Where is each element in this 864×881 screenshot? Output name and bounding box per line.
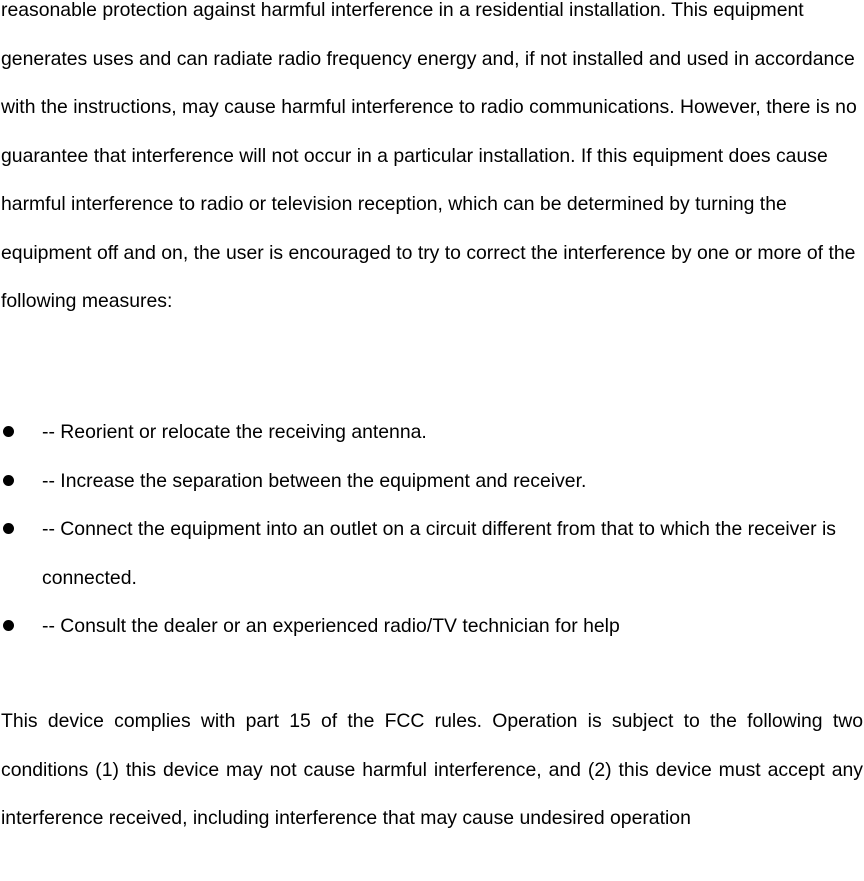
bullet-icon xyxy=(3,475,14,486)
measures-list xyxy=(0,408,864,651)
bullet-icon xyxy=(3,620,14,631)
bullet-icon xyxy=(3,523,14,534)
bullet-icon xyxy=(3,426,14,437)
measure-text: -- Increase the separation between the equipment and receiver. xyxy=(42,469,587,492)
list-item xyxy=(0,505,842,602)
measure-text: -- Connect the equipment into an outlet on a circuit different from that to which the receiver is connected. xyxy=(42,518,836,589)
intro-paragraph: reasonable protection against harmful interference in a residential installation. This equipment generates uses and can radiate radio frequency energy and, if not installed and used in accordance with the instructions, may cause harmful interference to radio communications. However, there is no guarantee that interference will not occur in a particular installation. If this equipment does cause harmful interference to radio or television reception, which can be determined by turning the equipment off and on, the user is encouraged to try to correct the interference by one or more of the following measures: xyxy=(1,0,857,312)
list-item xyxy=(0,457,842,506)
list-item xyxy=(0,408,842,457)
compliance-paragraph: This device complies with part 15 of the FCC rules. Operation is subject to the following two conditions (1) this device may not cause harmful interference, and (2) this device must accept any interference received, including interference that may cause undesired operation xyxy=(1,710,863,829)
list-item xyxy=(0,602,842,651)
measure-text: -- Consult the dealer or an experienced radio/TV technician for help xyxy=(42,615,620,637)
measure-text: -- Reorient or relocate the receiving antenna. xyxy=(42,421,427,443)
